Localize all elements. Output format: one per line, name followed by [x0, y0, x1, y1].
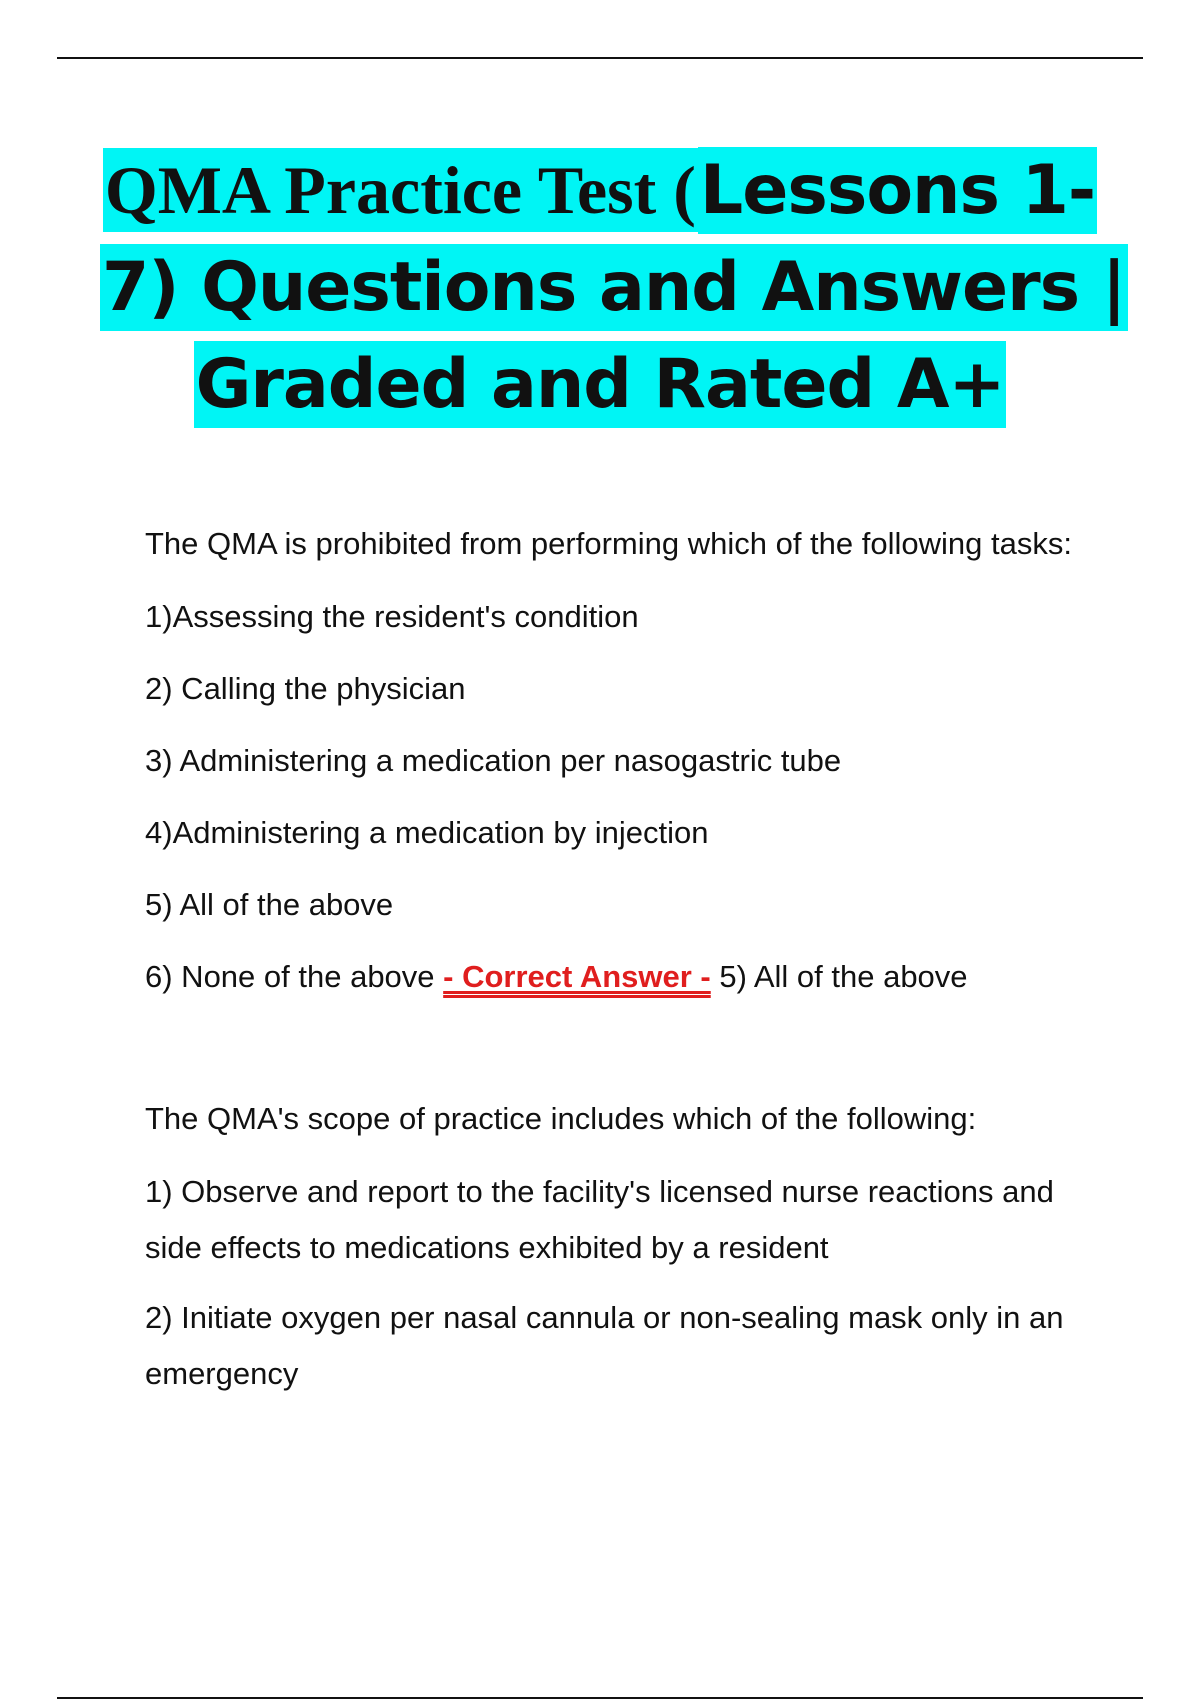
correct-answer-value: 5) All of the above: [719, 959, 968, 994]
title-line-2: [100, 239, 1126, 336]
answer-option: 4)Administering a medication by injection: [145, 815, 709, 850]
question-text: The QMA is prohibited from performing which of the following tasks:: [145, 526, 1072, 561]
answer-option: 1)Assessing the resident's condition: [145, 599, 639, 634]
question-block-1: [145, 516, 1075, 1005]
question-block-2: [145, 1091, 1075, 1402]
title-line-3-text: Graded and Rated A+: [194, 341, 1007, 428]
title-line-2-text: 7) Questions and Answers |: [100, 244, 1128, 331]
answer-option: 2) Initiate oxygen per nasal cannula or non-sealing mask only in an emergency: [145, 1300, 1064, 1391]
answer-option: 1) Observe and report to the facility's licensed nurse reactions and side effects to medications exhibited by a resident: [145, 1174, 1054, 1265]
answer-option: 5) All of the above: [145, 887, 394, 922]
top-rule: [57, 57, 1143, 59]
answer-option-text: 6) None of the above: [145, 959, 435, 994]
answer-option: 2) Calling the physician: [145, 671, 466, 706]
question-text: The QMA's scope of practice includes which of the following:: [145, 1101, 977, 1136]
correct-answer-label: - Correct Answer -: [443, 959, 711, 994]
answer-option-with-answer: [145, 949, 1075, 1005]
bottom-rule: [57, 1697, 1143, 1699]
title-part-sans: Lessons 1-: [698, 147, 1097, 234]
document-body: [145, 516, 1075, 1416]
document-title: [100, 142, 1126, 433]
title-line-3: [100, 336, 1100, 433]
title-part-serif: QMA Practice Test (: [103, 148, 698, 232]
title-line-1: [100, 142, 1100, 239]
answer-option: 3) Administering a medication per nasogastric tube: [145, 743, 842, 778]
